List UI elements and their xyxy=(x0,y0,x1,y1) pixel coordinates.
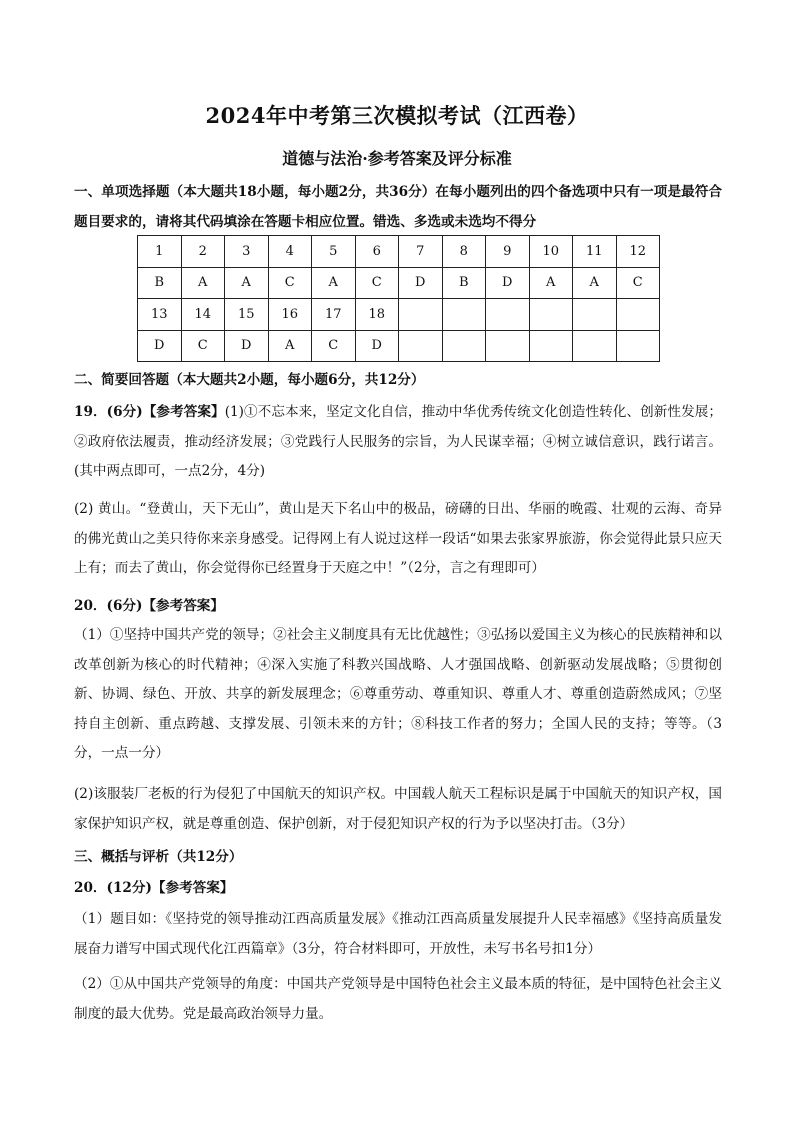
table-cell: 2 xyxy=(181,236,225,268)
table-cell xyxy=(442,299,486,331)
q20-part1: （1）①坚持中国共产党的领导；②社会主义制度具有无比优越性；③弘扬以爱国主义为核心的民族精神和以改革创新为核心的时代精神；④深入实施了科教兴国战略、人才强国战略、创新驱动发展战略；⑤贯彻创新、协调、绿色、开放、共享的新发展理念；⑥尊重劳动、尊重知识、尊重人才、尊重创造蔚然成风；⑦坚持自主创新、重点跨越、支撑发展、引领未来的方针；⑧科技工作者的努力；全国人民的支持；等等。（3分，一点一分） xyxy=(74,627,722,761)
table-row xyxy=(138,299,660,331)
table-cell: B xyxy=(138,267,182,299)
table-cell: 17 xyxy=(312,299,356,331)
table-cell: D xyxy=(486,267,530,299)
table-row xyxy=(138,330,660,362)
page-subtitle: 道德与法治·参考答案及评分标准 xyxy=(282,149,512,168)
table-cell: A xyxy=(225,267,269,299)
table-cell: 1 xyxy=(138,236,182,268)
answer-table xyxy=(137,235,660,362)
section3-part1: （1）题目如：《坚持党的领导推动江西高质量发展》《推动江西高质量发展提升人民幸福感》《坚持高质量发展奋力谱写中国式现代化江西篇章》（3分，符合材料即可，开放性，未写书名号扣1分） xyxy=(74,911,722,957)
table-cell: 4 xyxy=(268,236,312,268)
table-row xyxy=(138,236,660,268)
q19-part1: (1)①不忘本来，坚定文化自信，推动中华优秀传统文化创造性转化、创新性发展；②政府依法履责，推动经济发展；③党践行人民服务的宗旨，为人民谋幸福；④树立诚信意识，践行诺言。(其中两点即可，一点2分，4分) xyxy=(74,404,722,479)
table-cell xyxy=(486,299,530,331)
table-cell: 6 xyxy=(355,236,399,268)
table-cell: 16 xyxy=(268,299,312,331)
table-cell xyxy=(399,299,443,331)
table-cell xyxy=(399,330,443,362)
page-title: 2024年中考第三次模拟考试（江西卷） xyxy=(205,103,589,128)
table-cell: D xyxy=(399,267,443,299)
table-cell: 11 xyxy=(573,236,617,268)
table-cell: D xyxy=(355,330,399,362)
table-cell xyxy=(529,330,573,362)
table-cell xyxy=(573,330,617,362)
table-cell: C xyxy=(616,267,660,299)
q19-answer xyxy=(74,398,722,487)
table-cell: A xyxy=(268,330,312,362)
section1-heading: 一、单项选择题（本大题共18小题，每小题2分，共36分）在每小题列出的四个备选项中只有一项是最符合题目要求的，请将其代码填涂在答题卡相应位置。错选、多选或未选均不得分 xyxy=(74,184,722,230)
table-cell: A xyxy=(529,267,573,299)
table-cell: B xyxy=(442,267,486,299)
table-cell: D xyxy=(138,330,182,362)
q19-part2: (2) 黄山。“登黄山，天下无山”，黄山是天下名山中的极品，磅礴的日出、华丽的晚霞、壮观的云海、奇异的佛光黄山之美只待你来亲身感受。记得网上有人说过这样一段话“如果去张家界旅游，你会觉得此景只应天上有；而去了黄山，你会觉得你已经置身于天庭之中！”（2分，言之有理即可） xyxy=(74,501,722,576)
q19-label: 19．(6分)【参考答案】 xyxy=(74,404,225,420)
table-cell xyxy=(573,299,617,331)
table-cell xyxy=(442,330,486,362)
table-cell: 9 xyxy=(486,236,530,268)
table-cell: 12 xyxy=(616,236,660,268)
table-cell xyxy=(529,299,573,331)
section2-heading: 二、简要回答题（本大题共2小题，每小题6分，共12分） xyxy=(74,372,425,388)
table-cell: C xyxy=(355,267,399,299)
table-cell: C xyxy=(268,267,312,299)
table-cell: C xyxy=(181,330,225,362)
table-cell xyxy=(616,330,660,362)
table-cell: 3 xyxy=(225,236,269,268)
q20-part2: (2)该服装厂老板的行为侵犯了中国航天的知识产权。中国载人航天工程标识是属于中国航天的知识产权，国家保护知识产权，就是尊重创造、保护创新，对于侵犯知识产权的行为予以坚决打击。（3分） xyxy=(74,786,722,832)
table-cell: A xyxy=(573,267,617,299)
table-cell: C xyxy=(312,330,356,362)
table-cell: 14 xyxy=(181,299,225,331)
table-cell: A xyxy=(181,267,225,299)
table-cell xyxy=(486,330,530,362)
table-cell: 15 xyxy=(225,299,269,331)
table-cell: 18 xyxy=(355,299,399,331)
table-row xyxy=(138,267,660,299)
table-cell: D xyxy=(225,330,269,362)
table-cell: 10 xyxy=(529,236,573,268)
table-cell: A xyxy=(312,267,356,299)
table-cell: 13 xyxy=(138,299,182,331)
table-cell xyxy=(616,299,660,331)
section3-part2: （2）①从中国共产党领导的角度：中国共产党领导是中国特色社会主义最本质的特征，是中国特色社会主义制度的最大优势。党是最高政治领导力量。 xyxy=(74,976,722,1022)
table-cell: 8 xyxy=(442,236,486,268)
table-cell: 5 xyxy=(312,236,356,268)
q20-score-label: 20．(12分)【参考答案】 xyxy=(74,880,234,896)
table-cell: 7 xyxy=(399,236,443,268)
section3-heading: 三、概括与评析（共12分） xyxy=(74,849,243,865)
q20-label: 20．(6分)【参考答案】 xyxy=(74,598,224,614)
